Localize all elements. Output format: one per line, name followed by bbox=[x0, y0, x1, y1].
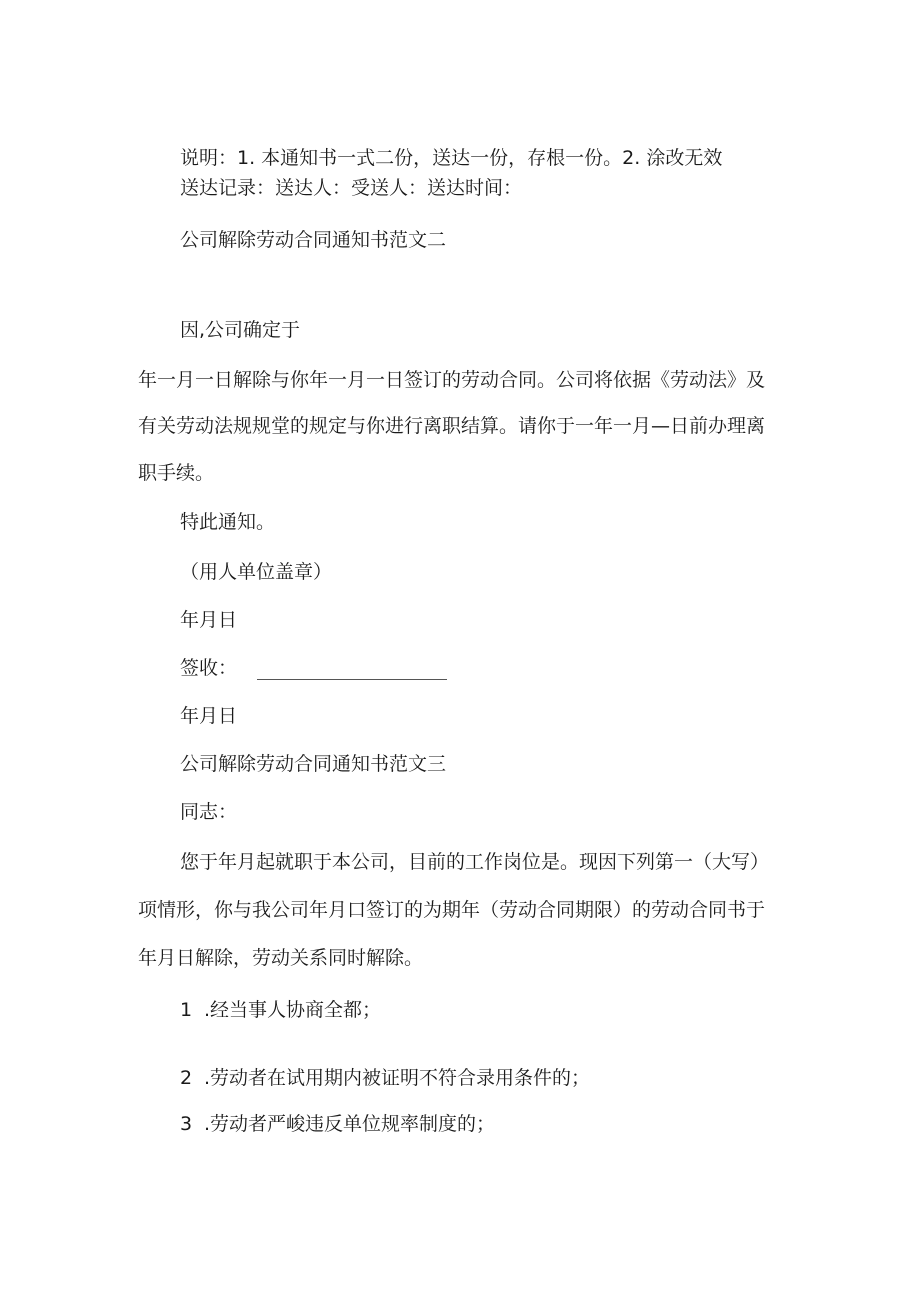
sample3-body-line3: 年月日解除，劳动关系同时解除。 bbox=[138, 947, 424, 969]
sample3-body-line1: 您于年月起就职于本公司，目前的工作岗位是。现因下列第一（大写） bbox=[180, 851, 770, 873]
sample3-title: 公司解除劳动合同通知书范文三 bbox=[180, 753, 447, 775]
list-item-text: .经当事人协商全都； bbox=[204, 999, 382, 1021]
sample2-opening: 因,公司确定于 bbox=[180, 319, 301, 341]
instructions-note: 说明：1. 本通知书一式二份，送达一份，存根一份。2. 涂改无效 bbox=[180, 147, 723, 169]
sample2-closing: 特此通知。 bbox=[180, 511, 276, 533]
list-item-number: 1 bbox=[180, 999, 193, 1021]
list-item bbox=[180, 998, 381, 1022]
date-line-1: 年月日 bbox=[180, 609, 238, 631]
date-line-2: 年月日 bbox=[180, 705, 238, 727]
sample2-body-line1: 年一月一日解除与你年一月一日签订的劳动合同。公司将依据《劳动法》及 bbox=[138, 369, 766, 391]
list-item bbox=[180, 1112, 495, 1136]
sign-field-underline bbox=[257, 659, 447, 680]
list-item-number: 2 bbox=[180, 1067, 193, 1089]
delivery-record: 送达记录：送达人：受送人：送达时间： bbox=[180, 177, 523, 199]
sample3-body-line2: 项情形，你与我公司年月口签订的为期年（劳动合同期限）的劳动合同书于 bbox=[138, 899, 766, 921]
list-item-number: 3 bbox=[180, 1113, 193, 1135]
sample2-body-line3: 职手续。 bbox=[138, 462, 215, 484]
seal-note: （用人单位盖章） bbox=[180, 561, 333, 583]
salutation: 同志： bbox=[180, 801, 238, 823]
sign-label: 签收： bbox=[180, 657, 238, 679]
sample2-title: 公司解除劳动合同通知书范文二 bbox=[180, 229, 447, 251]
sample2-body-line2: 有关劳动法规规堂的规定与你进行离职结算。请你于一年一月—日前办理离 bbox=[138, 415, 766, 437]
list-item-text: .劳动者在试用期内被证明不符合录用条件的； bbox=[204, 1067, 591, 1089]
list-item-text: .劳动者严峻违反单位规率制度的； bbox=[204, 1113, 496, 1135]
list-item bbox=[180, 1066, 590, 1090]
sign-row bbox=[180, 656, 447, 680]
